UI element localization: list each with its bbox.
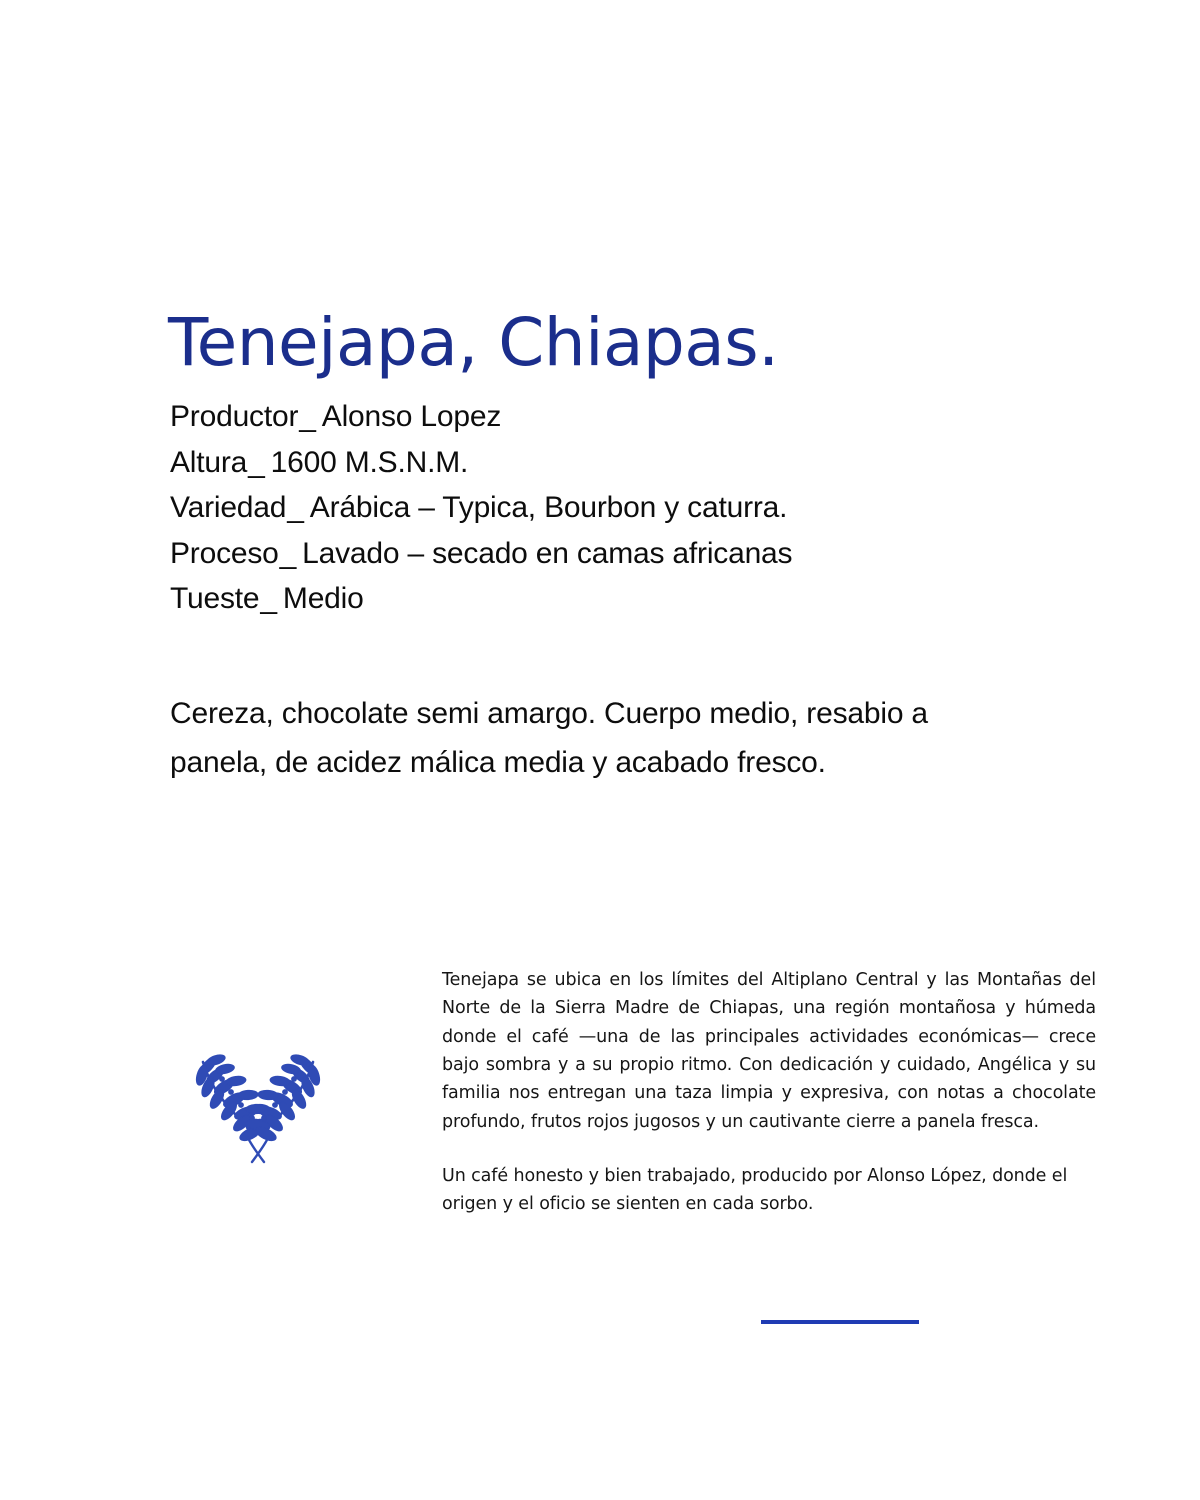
spec-value-proceso: Lavado – secado en camas africanas xyxy=(302,536,793,570)
spec-row xyxy=(170,485,1070,531)
page-title: Tenejapa, Chiapas. xyxy=(168,304,779,382)
spec-key-productor: Productor xyxy=(170,400,299,433)
spec-separator: _ xyxy=(299,400,316,433)
story-paragraph-2: Un café honesto y bien trabajado, producido por Alonso López, donde el origen y el oficio se sienten en cada sorbo. xyxy=(442,1166,1068,1215)
spec-separator: _ xyxy=(248,445,265,479)
spec-value-variedad: Arábica – Typica, Bourbon y caturra. xyxy=(309,491,788,525)
laurel-wreath-icon xyxy=(186,1042,330,1166)
spec-separator: _ xyxy=(287,491,304,525)
spec-row xyxy=(170,440,1070,486)
spec-row xyxy=(170,531,1070,577)
spec-row xyxy=(170,576,1070,622)
spec-value-altura: 1600 M.S.N.M. xyxy=(270,445,469,479)
spec-separator: _ xyxy=(260,582,277,616)
spec-row xyxy=(170,394,1070,440)
spec-key-altura: Altura xyxy=(170,445,248,479)
bottom-divider-rule xyxy=(761,1320,919,1324)
story-block xyxy=(442,966,1096,1219)
spec-separator: _ xyxy=(279,536,297,570)
story-paragraph-1: Tenejapa se ubica en los límites del Altiplano Central y las Montañas del Norte de la Sierra Madre de Chiapas, una región montañosa y húmeda donde el café —una de las principales actividades económicas— crece bajo sombra y a su propio ritmo. Con dedicación y cuidado, Angélica y su familia nos entregan una taza limpia y expresiva, con notas a chocolate profundo, frutos rojos jugosos y un cautivante cierre a panela fresca. xyxy=(442,970,1096,1132)
spec-list xyxy=(170,394,1070,622)
spec-key-proceso: Proceso xyxy=(170,536,279,570)
spec-value-tueste: Medio xyxy=(282,582,364,616)
spec-value-productor: Alonso Lopez xyxy=(321,400,502,433)
spec-key-tueste: Tueste xyxy=(170,582,260,616)
spec-key-variedad: Variedad xyxy=(170,491,287,525)
tasting-note: Cereza, chocolate semi amargo. Cuerpo medio, resabio a panela, de acidez málica media y acabado fresco. xyxy=(170,697,928,779)
